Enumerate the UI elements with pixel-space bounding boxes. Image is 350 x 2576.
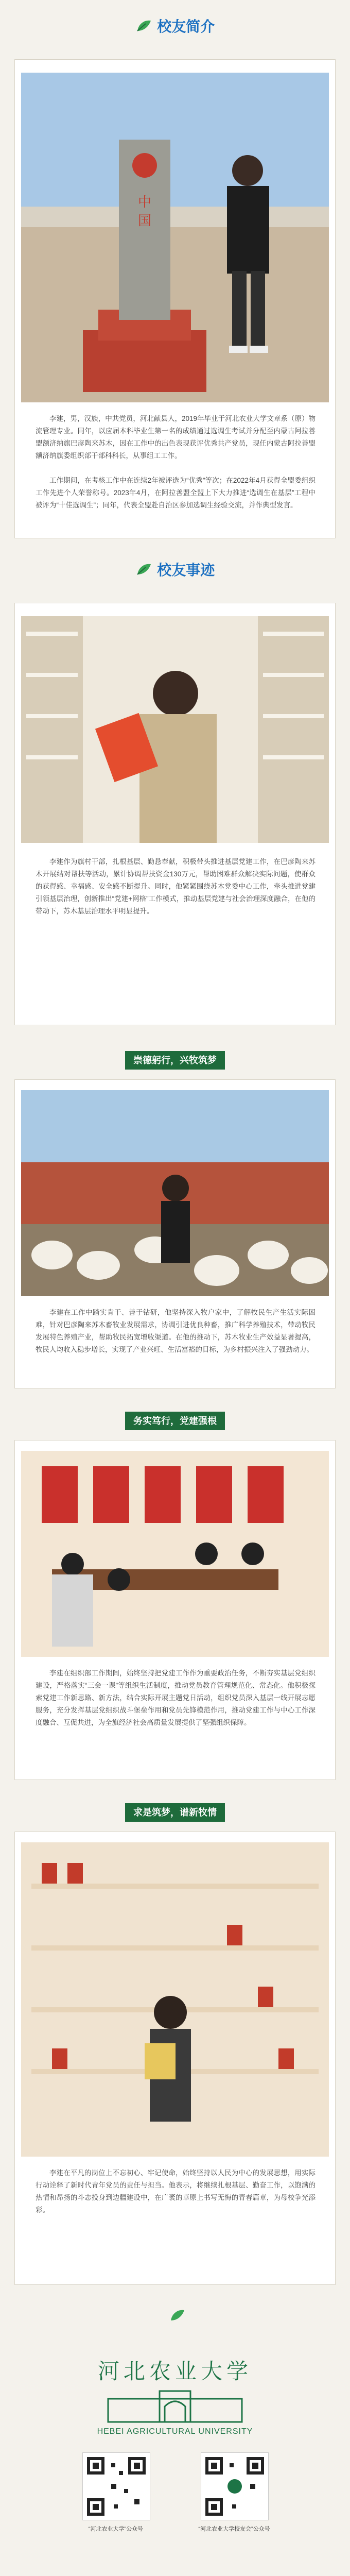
section-header-profile bbox=[0, 15, 350, 46]
section-title: 校友简介 bbox=[157, 19, 215, 35]
school-name-cn: 河北农业大学 bbox=[97, 2359, 252, 2384]
school-name-en: HEBEI AGRICULTURAL UNIVERSITY bbox=[97, 2427, 253, 2436]
leaf-icon bbox=[135, 19, 152, 33]
sheep-pen-illustration bbox=[21, 1090, 329, 1296]
library-scene-illustration bbox=[21, 616, 329, 843]
school-logo bbox=[72, 2354, 278, 2436]
photo-alumnus-reading-in-library bbox=[21, 616, 329, 843]
party-building-card bbox=[14, 1440, 336, 1780]
photo-alumnus-with-sheep bbox=[21, 1090, 329, 1296]
school-gate-icon bbox=[98, 2388, 252, 2425]
deeds-card bbox=[14, 603, 336, 1025]
pastoral-card bbox=[14, 1079, 336, 1388]
tag-wrap-3 bbox=[0, 1803, 350, 1822]
tag-wrap-1 bbox=[0, 1051, 350, 1070]
qr-code-alumni-account bbox=[201, 2452, 269, 2520]
section-header-deeds bbox=[0, 559, 350, 590]
photo-meeting-room bbox=[21, 1451, 329, 1657]
photo-alumnus-at-bookshelf bbox=[21, 1842, 329, 2157]
qr-code-official-account bbox=[82, 2452, 150, 2520]
profile-paragraph-1: 李建，男，汉族，中共党员，河北献县人，2019年毕业于河北农业大学文章系（原）物流管理专业。同年，以应届本科毕业生第一名的成绩通过选调生考试并分配至内蒙古阿拉善盟额济纳旗巴彦陶来苏木，因在工作中的出色表现获评优秀共产党员，现任内蒙古阿拉善盟额济纳旗委组织部干部科科长，从事组工工作。 bbox=[36, 415, 316, 460]
qr-label-alumni-account: “河北农业大学校友会”公众号 bbox=[198, 2526, 270, 2532]
profile-paragraph-2: 工作期间，在考核工作中在连续2年被评选为“优秀”等次；在2022年4月获得全盟委组织工作先进个人荣誉称号。2023年4月，在阿拉善盟全盟上下大力推进“选调生在基层”工程中被评为“十佳选调生”；同年，代表全盟赴自治区参加选调生经验交流，并作典型发言。 bbox=[36, 477, 316, 509]
qr-code-icon bbox=[83, 2453, 150, 2520]
leaf-icon bbox=[135, 562, 152, 577]
tag-header-2: 务实笃行，党建强根 bbox=[125, 1412, 225, 1430]
meeting-room-illustration bbox=[21, 1451, 329, 1657]
pastoral-paragraph-1: 李建在工作中踏实肯干、善于钻研，他坚持深入牧户家中，了解牧民生产生活实际困难，针对巴彦陶来苏木畜牧业发展需求，协调引进优良种畜，推广科学养殖技术，带动牧民发展特色养殖产业，帮助牧民拓宽增收渠道。在他的推动下，苏木牧业生产效益显著提高，牧民人均收入稳步增长，实现了产业兴旺、生活富裕的目标，为乡村振兴注入了强劲动力。 bbox=[36, 1309, 316, 1353]
svg-text:国: 国 bbox=[137, 213, 152, 229]
svg-text:中: 中 bbox=[137, 195, 152, 210]
boundary-scene-illustration bbox=[21, 73, 329, 402]
footer bbox=[0, 2334, 350, 2576]
qr-label-official-account: “河北农业大学”公众号 bbox=[88, 2526, 144, 2532]
section-title: 校友事迹 bbox=[157, 562, 215, 578]
party-building-paragraph-1: 李建在组织部工作期间，始终坚持把党建工作作为重要政治任务，不断夯实基层党组织建设，严格落实“三会一课”等组织生活制度，推动党员教育管理规范化、常态化。他积极探索党建工作新思路、新方法，结合实际开展主题党日活动，组织党员深入基层一线开展志愿服务，充分发挥基层党组织战斗堡垒作用和党员先锋模范作用，推动党建工作与中心工作深度融合、互促共进，为全旗经济社会高质量发展提供了坚强组织保障。 bbox=[36, 1669, 316, 1726]
deeds-paragraph-1: 李建作为旗村干部，扎根基层、勤恳奉献，积极带头推进基层党建工作，在巴彦陶来苏木开展结对帮扶等活动，累计协调帮扶资金130万元，帮助困难群众解决实际问题，使群众的获得感、幸福感、安全感不断提升。同时，他紧紧围绕苏木党委中心工作，牵头推进党建引领基层治理，创新推出“党建+网格”工作模式，推动基层党建与社会治理深度融合，在他的带动下，苏木基层治理水平明显提升。 bbox=[36, 858, 316, 915]
tag-header-3: 求是筑梦，谱新牧情 bbox=[125, 1803, 225, 1822]
tag-wrap-2 bbox=[0, 1412, 350, 1430]
leaf-icon bbox=[169, 2308, 185, 2323]
qr-code-icon bbox=[201, 2453, 268, 2520]
aspiration-paragraph-1: 李建在平凡的岗位上不忘初心、牢记使命，始终坚持以人民为中心的发展思想，用实际行动诠释了新时代青年党员的责任与担当。他表示，将继续扎根基层、勤奋工作，以饱满的热情和昂扬的斗志投身到边疆建设中，在广袤的草原上书写无悔的青春篇章，为母校争光添彩。 bbox=[36, 2169, 316, 2214]
bookshelf-illustration bbox=[21, 1842, 329, 2157]
profile-card bbox=[14, 59, 336, 538]
photo-alumnus-at-boundary-marker bbox=[21, 73, 329, 402]
aspiration-card bbox=[14, 1832, 336, 2285]
tag-header-1: 崇德躬行，兴牧筑梦 bbox=[125, 1051, 225, 1070]
